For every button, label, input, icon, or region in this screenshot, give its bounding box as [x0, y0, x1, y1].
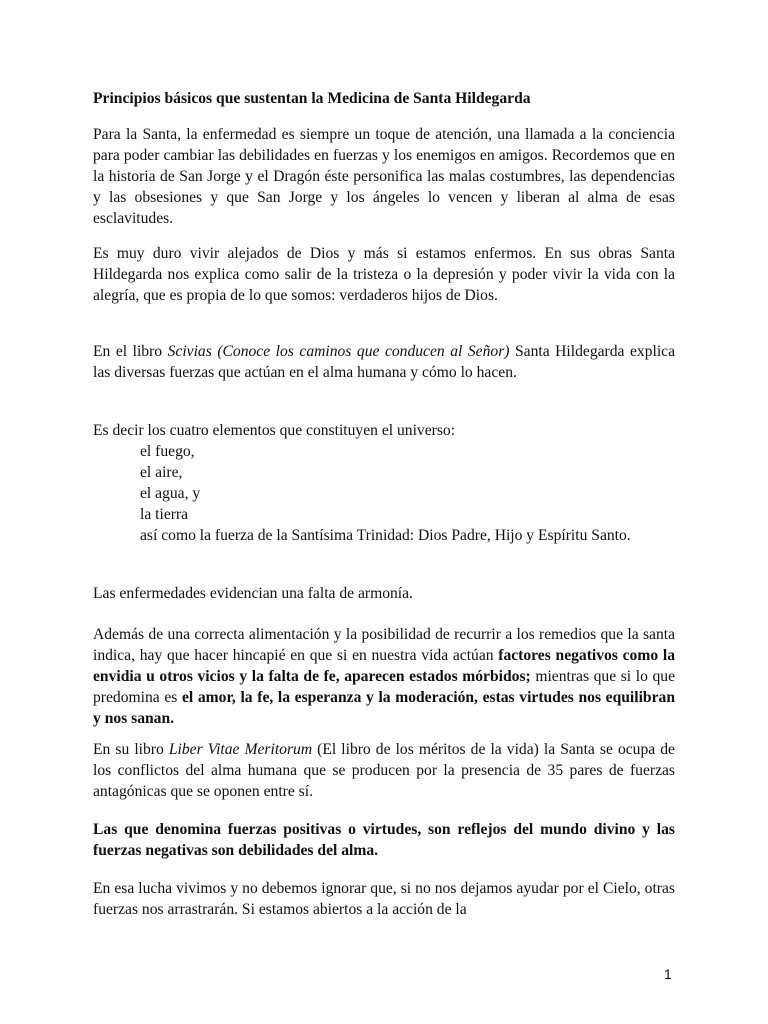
element-earth: la tierra: [140, 506, 189, 523]
paragraph-6-text-c: mientras que si lo que predomina es: [93, 668, 675, 706]
paragraph-6-bold-virtues: el amor, la fe, la esperanza y la moderación, estas virtudes nos equilibran y nos sanan.: [93, 689, 675, 727]
paragraph-2: Es muy duro vivir alejados de Dios y más si estamos enfermos. En sus obras Santa Hildegarda nos explica como salir de la tristeza o la depresión y poder vivir la vida con la alegría, que es propia de lo que somos: verdaderos hijos de Dios.: [93, 245, 675, 304]
page-number: 1: [664, 966, 672, 982]
paragraph-7: [93, 739, 675, 802]
paragraph-3-text-a: En el libro: [93, 343, 168, 360]
paragraph-6: [93, 624, 675, 729]
paragraph-7-text-a: En su libro: [93, 741, 169, 758]
paragraph-5: Las enfermedades evidencian una falta de armonía.: [93, 585, 413, 602]
elements-intro: Es decir los cuatro elementos que constituyen el universo:: [93, 422, 456, 439]
paragraph-6-text-a: Además de una correcta alimentación y la posibilidad de recurrir a los remedios que la santa indica, hay que hacer hincapié en que si en nuestra vida actúan: [93, 626, 675, 664]
paragraph-6-bold-negative: factores negativos como la envidia u otros vicios y la falta de fe, aparecen estados mórbidos;: [93, 647, 675, 685]
paragraph-3-text-b: Santa Hildegarda explica las diversas fuerzas que actúan en el alma humana y cómo lo hacen.: [93, 343, 675, 381]
paragraph-7-text-b: (El libro de los méritos de la vida) la Santa se ocupa de los conflictos del alma humana que se producen por la presencia de 35 pares de fuerzas antagónicas que se oponen entre sí.: [93, 741, 675, 800]
book-title-liber-vitae: Liber Vitae Meritorum: [168, 741, 313, 758]
element-fire: el fuego,: [140, 443, 195, 460]
element-water: el agua, y: [140, 485, 201, 502]
document-title: Principios básicos que sustentan la Medicina de Santa Hildegarda: [93, 90, 531, 107]
trinity-line: así como la fuerza de la Santísima Trinidad: Dios Padre, Hijo y Espíritu Santo.: [140, 527, 631, 544]
book-title-scivias: Scivias (Conoce los caminos que conducen al Señor): [167, 343, 510, 360]
paragraph-1: Para la Santa, la enfermedad es siempre un toque de atención, una llamada a la conciencia para poder cambiar las debilidades en fuerzas y los enemigos en amigos. Recordemos que en la historia de San Jorge y el Dragón éste personifica las malas costumbres, las dependencias y las obsesiones y que San Jorge y los ángeles lo vencen y liberan al alma de esas esclavitudes.: [93, 126, 675, 227]
paragraph-8: Las que denomina fuerzas positivas o virtudes, son reflejos del mundo divino y las fuerzas negativas son debilidades del alma.: [93, 821, 675, 859]
paragraph-3: [93, 341, 675, 383]
element-air: el aire,: [140, 464, 183, 481]
paragraph-9: En esa lucha vivimos y no debemos ignorar que, si no nos dejamos ayudar por el Cielo, otras fuerzas nos arrastrarán. Si estamos abiertos a la acción de la: [93, 880, 675, 918]
